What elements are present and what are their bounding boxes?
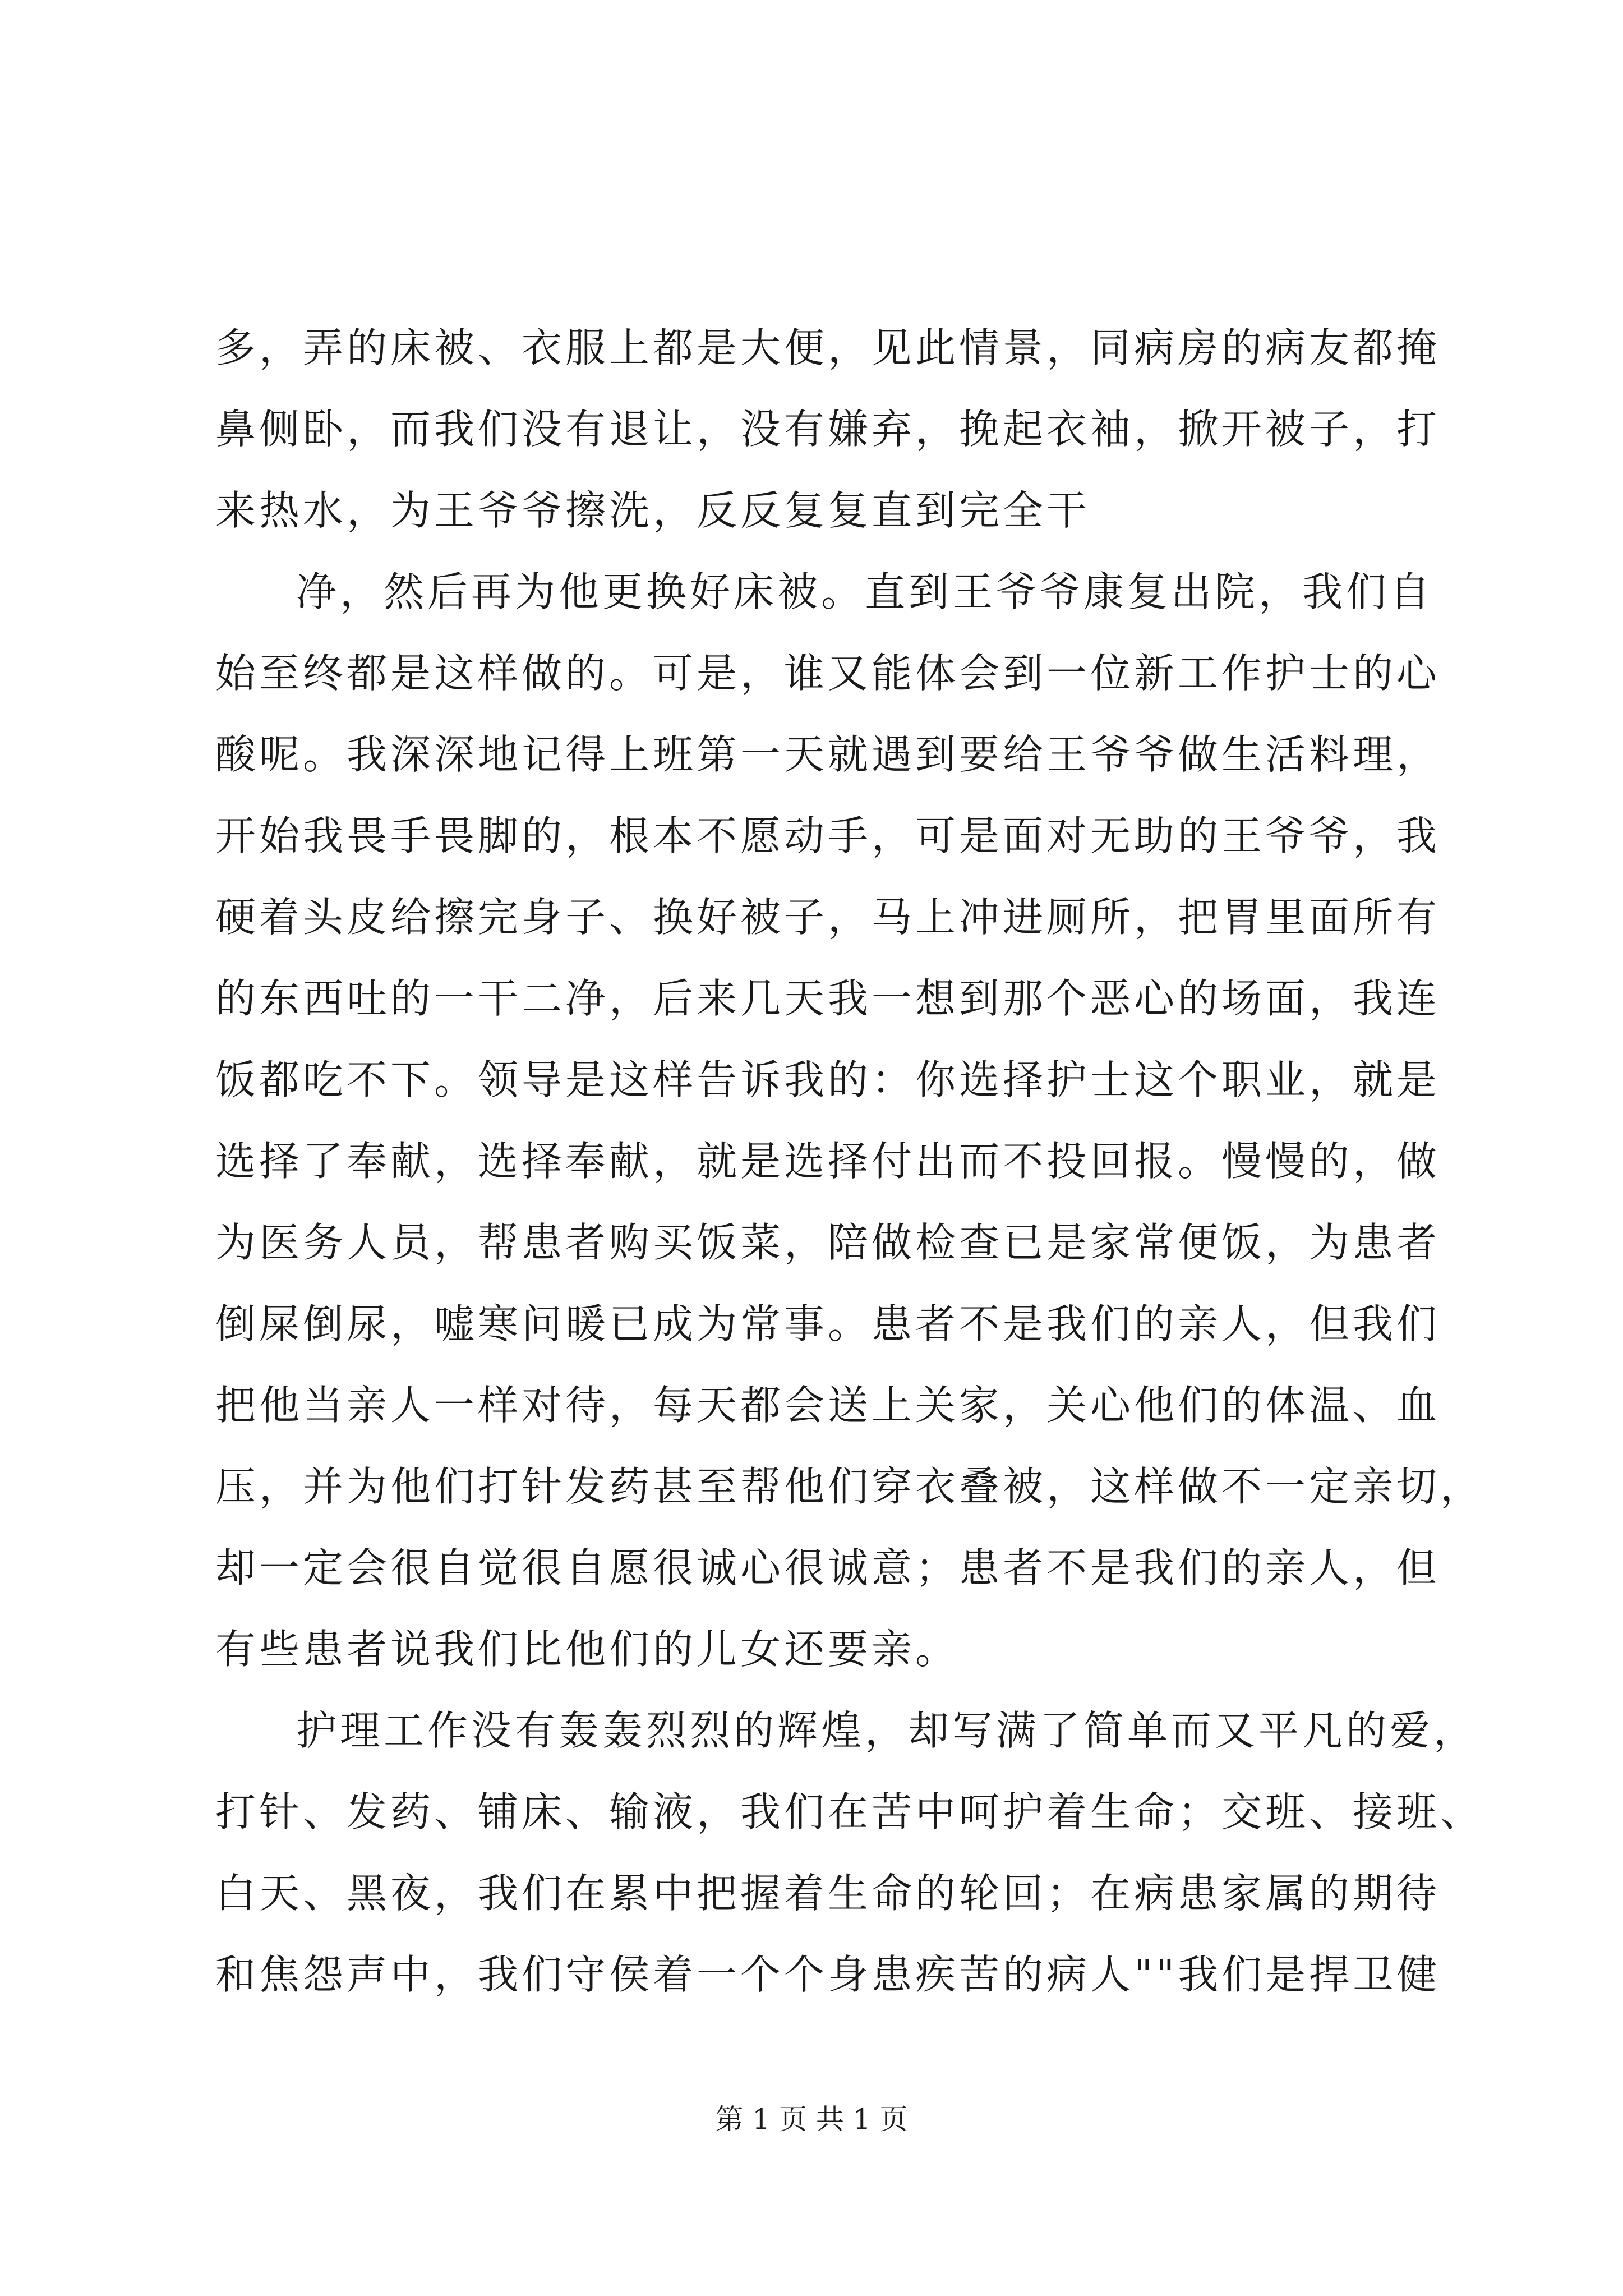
paragraph-start-line: 护理工作没有轰轰烈烈的辉煌，却写满了简单而又平凡的爱， [296,1707,1478,1754]
text-line: 来热水，为王爷爷擦洗，反反复复直到完全干 [215,487,1091,534]
text-line: 饭都吃不下。领导是这样告诉我的：你选择护士这个职业，就是 [215,1056,1441,1103]
text-line: 却一定会很自觉很自愿很诚心很诚意；患者不是我们的亲人，但 [215,1544,1441,1591]
text-line: 硬着头皮给擦完身子、换好被子，马上冲进厕所，把胃里面所有 [215,894,1441,941]
text-line: 多，弄的床被、衣服上都是大便，见此情景，同病房的病友都掩 [215,324,1441,371]
body-text [215,307,1484,2016]
text-line: 白天、黑夜，我们在累中把握着生命的轮回；在病患家属的期待 [215,1870,1441,1917]
text-line: 酸呢。我深深地记得上班第一天就遇到要给王爷爷做生活料理， [215,731,1441,778]
text-line: 的东西吐的一干二净，后来几天我一想到那个恶心的场面，我连 [215,975,1441,1022]
text-line: 始至终都是这样做的。可是，谁又能体会到一位新工作护士的心 [215,650,1441,697]
text-line: 有些患者说我们比他们的儿女还要亲。 [215,1626,960,1673]
text-line: 为医务人员，帮患者购买饭菜，陪做检查已是家常便饭，为患者 [215,1219,1441,1266]
page-footer: 第 1 页 共 1 页 [715,2103,908,2136]
text-line: 和焦怨声中，我们守侯着一个个身患疾苦的病人""我们是捍卫健 [215,1951,1441,1998]
text-line: 压，并为他们打针发药甚至帮他们穿衣叠被，这样做不一定亲切， [215,1463,1484,1510]
text-line: 鼻侧卧，而我们没有退让，没有嫌弃，挽起衣袖，掀开被子，打 [215,406,1441,453]
paragraph-start-line: 净，然后再为他更换好床被。直到王爷爷康复出院，我们自 [296,568,1434,615]
text-line: 把他当亲人一样对待，每天都会送上关家，关心他们的体温、血 [215,1382,1441,1429]
text-line: 选择了奉献，选择奉献，就是选择付出而不投回报。慢慢的，做 [215,1138,1441,1185]
text-line: 开始我畏手畏脚的，根本不愿动手，可是面对无助的王爷爷，我 [215,812,1441,859]
text-line: 打针、发药、铺床、输液，我们在苦中呵护着生命；交班、接班、 [215,1788,1484,1835]
text-line: 倒屎倒尿，嘘寒问暖已成为常事。患者不是我们的亲人，但我们 [215,1300,1441,1347]
